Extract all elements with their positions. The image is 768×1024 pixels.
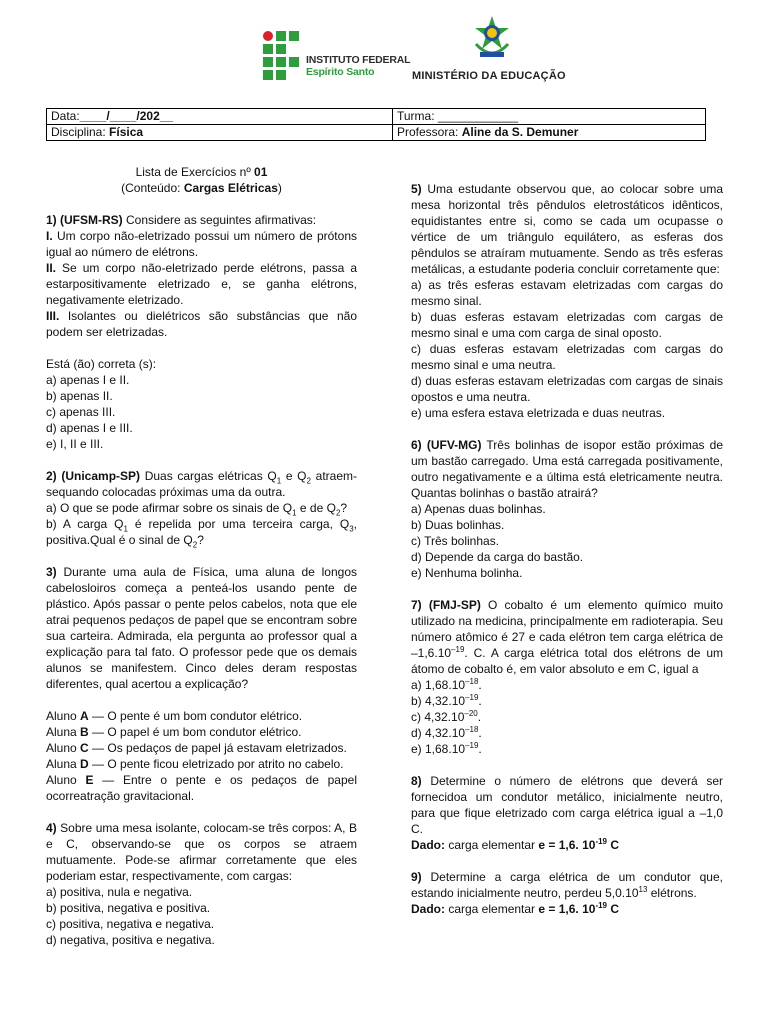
q3-answer: Aluna D — O pente ficou eletrizado por atrito no cabelo. xyxy=(46,757,344,771)
teacher-cell: Professora: Aline da S. Demuner xyxy=(393,125,706,141)
q6-option: e) Nenhuma bolinha. xyxy=(411,566,523,580)
ministry-block xyxy=(408,14,578,86)
list-content: (Conteúdo: Cargas Elétricas) xyxy=(121,181,282,195)
brazil-coat-of-arms-icon xyxy=(470,14,514,62)
question-9: 9) Determine a carga elétrica de um condutor que, estando inicialmente neutro, perdeu 5,0.10$^{13}$ elétrons. Dado: carga elementar e = 1,6. $10^{-19}$ C xyxy=(411,870,723,916)
left-column xyxy=(46,164,357,948)
q6-option: c) Três bolinhas. xyxy=(411,534,500,548)
q4-option: a) positiva, nula e negativa. xyxy=(46,885,193,899)
question-3: 3) Durante uma aula de Física, uma aluna de longos cabelosloiros começa a penteá-los usando pente de plástico. Após passar o pente pelos cabelos, nota que ele atrai pequenos pedaços de papel que se encontram sobre sua carteira. Admirada, ela pergunta ao professor qual a explicação para tal fato. O professor pede que os demais alunos se manifestem. Cinco deles deram respostas diferentes, qual acertou a explicação? Aluno A — O pente é um bom condutor elétrico. Aluna B — O papel é um bom condutor elétrico. Aluno C — Os pedaços de papel já estavam eletrizados. Aluna D — O pente ficou eletrizado por atrito no cabelo. Aluno E — Entre o pente e os pedaços de papel ocorreatração gravitacional. xyxy=(46,565,357,803)
q7-option: a) $1,68.10^{-18}$. xyxy=(411,677,482,692)
ministry-name: MINISTÉRIO DA EDUCAÇÃO xyxy=(412,70,566,82)
q1-option: e) I, II e III. xyxy=(46,437,104,451)
list-title: Lista de Exercícios nº 01 xyxy=(135,165,268,179)
q5-option: a) as três esferas estavam eletrizadas com cargas do mesmo sinal. xyxy=(411,278,723,308)
q3-answer: Aluna B — O papel é um bom condutor elétrico. xyxy=(46,725,302,739)
q3-answer: Aluno E — Entre o pente e os pedaços de papel ocorreatração gravitacional. xyxy=(46,773,357,803)
q1-option: a) apenas I e II. xyxy=(46,373,130,387)
date-cell[interactable]: Data:____/____/202__ xyxy=(47,109,393,125)
q4-option: c) positiva, negativa e negativa. xyxy=(46,917,215,931)
q7-option: b) $4,32.10^{-19}$. xyxy=(411,693,482,708)
q1-option: b) apenas II. xyxy=(46,389,113,403)
q4-option: d) negativa, positiva e negativa. xyxy=(46,933,215,947)
question-5: 5) Uma estudante observou que, ao colocar sobre uma mesa horizontal três pêndulos eletrostáticos idênticos, equidistantes entre si, como se cada um ocupasse o vértice de um triângulo equilátero, as esferas dos pêndulos se atraíram mutuamente. Sendo as três esferas metálicas, a estudante poderia concluir corretamente que: a) as três esferas estavam eletrizadas com cargas do mesmo sinal. b) duas esferas estavam eletrizadas com cargas de mesmo sinal e uma com carga de sinal oposto. c) duas esferas estavam eletrizadas com cargas do mesmo sinal e uma neutra. d) duas esferas estavam eletrizadas com cargas de sinais opostos e uma neutra. e) uma esfera estava eletrizada e duas neutras. xyxy=(411,182,723,420)
question-8: 8) Determine o número de elétrons que deverá ser fornecidoa um condutor metálico, inicialmente neutro, para que fique eletrizado com carga elétrica igual a –1,0 C. Dado: carga elementar e = 1,6. $10^{-19}$ C xyxy=(411,774,723,852)
q5-option: e) uma esfera estava eletrizada e duas neutras. xyxy=(411,406,666,420)
question-6: 6) (UFV-MG) Três bolinhas de isopor estão próximas de um bastão carregado. Uma está carregada positivamente, outro negativamente e a última está eletricamente neutra. Quantas bolinhas o bastão atrairá? a) Apenas duas bolinhas. b) Duas bolinhas. c) Três bolinhas. d) Depende da carga do bastão. e) Nenhuma bolinha. xyxy=(411,438,723,580)
q5-option: d) duas esferas estavam eletrizadas com cargas de sinais opostos e uma neutra. xyxy=(411,374,723,404)
q6-option: b) Duas bolinhas. xyxy=(411,518,505,532)
if-logo-text xyxy=(306,54,410,78)
q6-option: d) Depende da carga do bastão. xyxy=(411,550,584,564)
q7-option: e) $1,68.10^{-19}$. xyxy=(411,741,482,756)
question-4: 4) Sobre uma mesa isolante, colocam-se três corpos: A, B e C, observando-se que os corpos se atraem mutuamente. Pode-se afirmar corretamente que eles poderiam estar, respectivamente, com cargas: a) positiva, nula e negativa. b) positiva, negativa e positiva. c) positiva, negativa e negativa. d) negativa, positiva e negativa. xyxy=(46,821,357,947)
question-7: 7) (FMJ-SP) O cobalto é um elemento químico muito utilizado na medicina, principalmente em radioterapia. Seu número atômico é 27 e cada elétron tem carga elétrica de $-1,6.10^{-19}$. C. A carga elétrica total dos elétrons de um átomo de cobalto é, em valor absoluto e em C, igual a a) $1,68.10^{-18}$. b) $4,32.10^{-19}$. c) $4,32.10^{-20}$. d) $4,32.10^{-18}$. e) $1,68.10^{-19}$. xyxy=(411,598,724,756)
page-header xyxy=(0,0,768,100)
q1-option: d) apenas I e III. xyxy=(46,421,133,435)
right-column xyxy=(411,181,723,917)
q4-option: b) positiva, negativa e positiva. xyxy=(46,901,211,915)
q6-option: a) Apenas duas bolinhas. xyxy=(411,502,546,516)
institute-name: INSTITUTO FEDERAL xyxy=(306,54,411,66)
q1-option: c) apenas III. xyxy=(46,405,116,419)
if-logo-grid-icon xyxy=(262,30,300,82)
q3-answer: Aluno C — Os pedaços de papel já estavam eletrizados. xyxy=(46,741,347,755)
student-info-table xyxy=(46,108,706,141)
institute-campus: Espírito Santo xyxy=(306,66,375,78)
q7-option: d) $4,32.10^{-18}$. xyxy=(411,725,482,740)
q7-option: c) $4,32.10^{-20}$. xyxy=(411,709,482,724)
q5-option: b) duas esferas estavam eletrizadas com cargas de mesmo sinal e uma com carga de sinal oposto. xyxy=(411,310,723,340)
q3-answer: Aluno A — O pente é um bom condutor elétrico. xyxy=(46,709,303,723)
subject-cell: Disciplina: Física xyxy=(47,125,393,141)
q5-option: c) duas esferas estavam eletrizadas com cargas do mesmo sinal e uma neutra. xyxy=(411,342,723,372)
question-2: 2) (Unicamp-SP) Duas cargas elétricas $Q_1$ e $Q_2$ atraem-sequando colocadas próximas uma da outra. a) O que se pode afirmar sobre os sinais de $Q_1$ e de $Q_2$? b) A carga $Q_1$ é repelida por uma terceira carga, $Q_3$, positiva.Qual é o sinal de $Q_2$? xyxy=(46,469,357,550)
question-1: 1) (UFSM-RS) Considere as seguintes afirmativas: I. Um corpo não-eletrizado possui um número de prótons igual ao número de elétrons. II. Se um corpo não-eletrizado perde elétrons, passa a estarpositivamente eletrizado e, se ganha elétrons, negativamente eletrizado. III. Isolantes ou dielétricos são substâncias que não podem ser eletrizadas. Está (ão) correta (s): a) apenas I e II. b) apenas II. c) apenas III. d) apenas I e III. e) I, II e III. xyxy=(46,213,357,451)
class-cell[interactable]: Turma: ____________ xyxy=(393,109,706,125)
